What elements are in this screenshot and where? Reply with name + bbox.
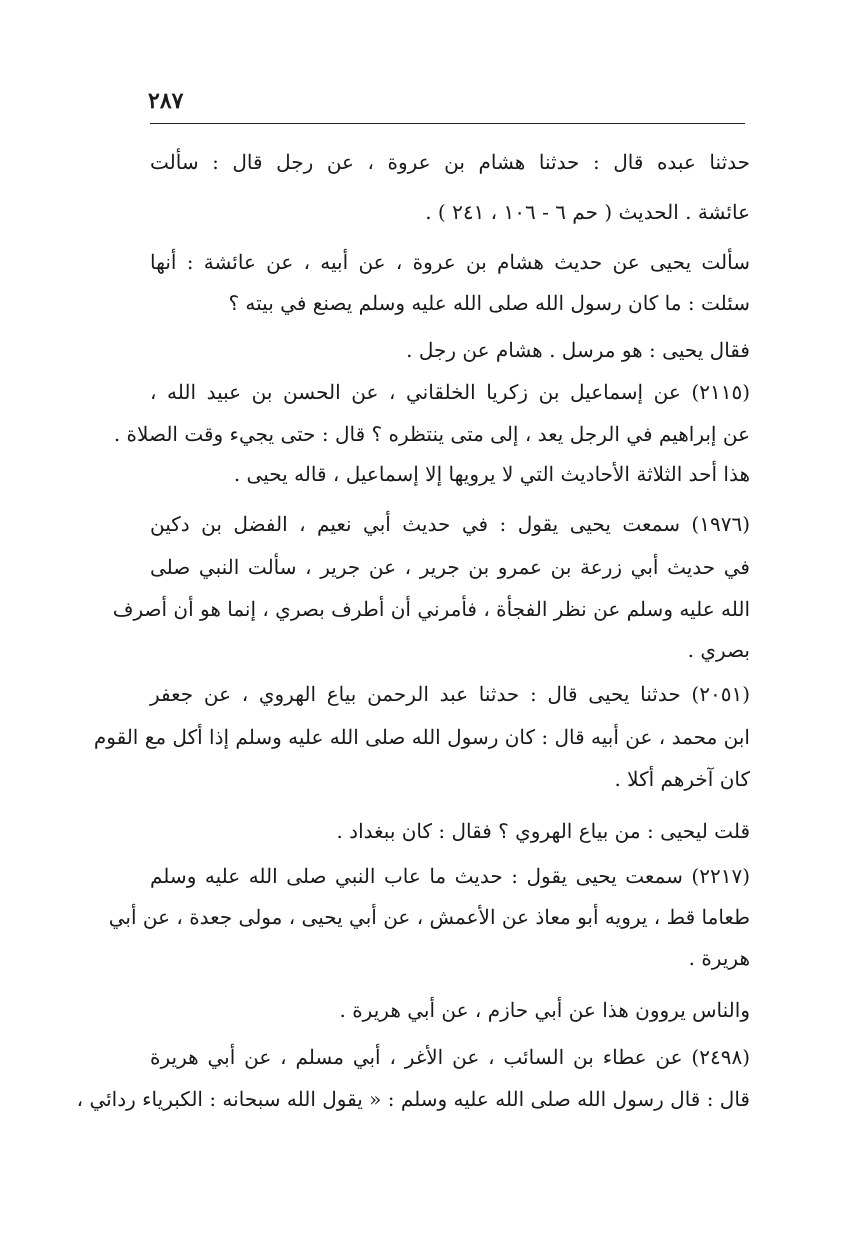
text-line: حدثنا عبده قال : حدثنا هشام بن عروة ، عن رجل قال : سألت <box>150 150 750 174</box>
text-line: ابن محمد ، عن أبيه قال : كان رسول الله صلى الله عليه وسلم إذا أكل مع القوم <box>93 725 750 749</box>
text-line: في حديث أبي زرعة بن عمرو بن جرير ، عن جرير ، سألت النبي صلى <box>150 555 750 579</box>
text-line: سألت يحيى عن حديث هشام بن عروة ، عن أبيه ، عن عائشة : أنها <box>150 250 750 274</box>
text-line: بصري . <box>687 638 750 662</box>
text-line: (١٩٧٦) سمعت يحيى يقول : في حديث أبي نعيم ، الفضل بن دكين <box>150 512 750 536</box>
text-line: (٢١١٥) عن إسماعيل بن زكريا الخلقاني ، عن الحسن بن عبيد الله ، <box>150 380 750 404</box>
text-line: هذا أحد الثلاثة الأحاديث التي لا يرويها إلا إسماعيل ، قاله يحيى . <box>233 462 750 486</box>
text-line: (٢٢١٧) سمعت يحيى يقول : حديث ما عاب النبي صلى الله عليه وسلم <box>150 864 750 888</box>
text-line: سئلت : ما كان رسول الله صلى الله عليه وسلم يصنع في بيته ؟ <box>228 291 750 315</box>
text-line: قلت ليحيى : من بياع الهروي ؟ فقال : كان ببغداد . <box>336 819 750 843</box>
text-line: فقال يحيى : هو مرسل . هشام عن رجل . <box>406 338 750 362</box>
page-number: ٢٨٧ <box>148 88 184 114</box>
text-line: الله عليه وسلم عن نظر الفجأة ، فأمرني أن أطرف بصري ، إنما هو أن أصرف <box>112 597 750 621</box>
text-line: كان آخرهم أكلا . <box>614 767 750 791</box>
text-line: هريرة . <box>688 946 750 970</box>
text-line: طعاما قط ، يرويه أبو معاذ عن الأعمش ، عن أبي يحيى ، مولى جعدة ، عن أبي <box>108 905 750 929</box>
text-line: (٢٤٩٨) عن عطاء بن السائب ، عن الأغر ، أبي مسلم ، عن أبي هريرة <box>150 1045 750 1069</box>
text-line: والناس يروون هذا عن أبي حازم ، عن أبي هريرة . <box>339 998 750 1022</box>
text-line: قال : قال رسول الله صلى الله عليه وسلم : « يقول الله سبحانه : الكبرياء ردائي ، <box>76 1087 750 1111</box>
text-line: عائشة . الحديث ( حم ٦ - ١٠٦ ، ٢٤١ ) . <box>425 200 750 224</box>
body-text <box>76 0 750 1235</box>
text-line: (٢٠٥١) حدثنا يحيى قال : حدثنا عبد الرحمن بياع الهروي ، عن جعفر <box>150 682 750 706</box>
text-line: عن إبراهيم في الرجل يعد ، إلى متى ينتظره ؟ قال : حتى يجيء وقت الصلاة . <box>113 422 750 446</box>
